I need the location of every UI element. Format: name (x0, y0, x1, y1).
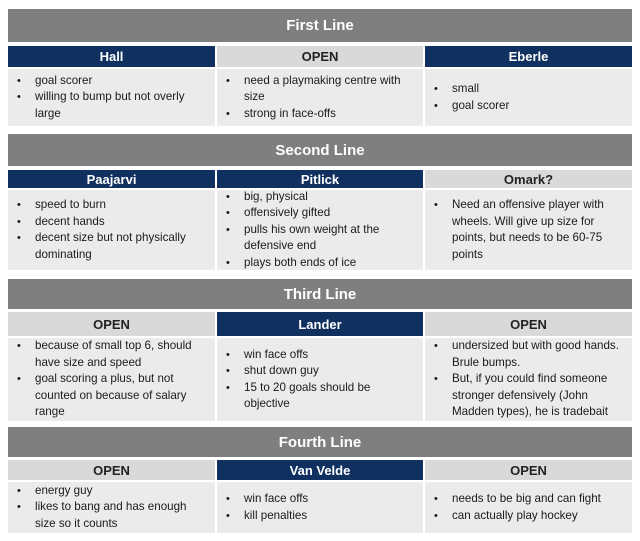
second-line-player-2-notes (217, 190, 423, 270)
fourth-line-player-1-notes (8, 482, 215, 533)
note-item: • willing to bump but not overly large (16, 89, 209, 122)
first-line-player-2-notes (217, 69, 423, 126)
note-item: • need a playmaking centre with size (225, 73, 417, 106)
note-item: • 15 to 20 goals should be objective (225, 380, 417, 413)
note-item: • win face offs (225, 491, 417, 508)
note-list (433, 338, 626, 421)
third-line-player-2-name: Lander (217, 312, 423, 336)
note-item: • because of small top 6, should have size and speed (16, 338, 209, 371)
second-line-player-2-name: Pitlick (217, 170, 423, 188)
note-item: • can actually play hockey (433, 508, 626, 525)
note-item: • big, physical (225, 189, 417, 206)
note-list (225, 189, 417, 272)
note-item: • win face offs (225, 347, 417, 364)
third-line-player-1-name: OPEN (8, 312, 215, 336)
fourth-line-player-1-name: OPEN (8, 460, 215, 480)
note-list (16, 197, 209, 263)
note-list (225, 347, 417, 413)
fourth-line-player-2-notes (217, 482, 423, 533)
fourth-line-header: Fourth Line (8, 427, 632, 457)
third-line-player-3-notes (425, 338, 632, 421)
third-line-player-1-notes (8, 338, 215, 421)
note-list (16, 73, 209, 123)
note-item: • small (433, 81, 626, 98)
note-item: • energy guy (16, 483, 209, 500)
note-item: • offensively gifted (225, 205, 417, 222)
fourth-line-player-3-name: OPEN (425, 460, 632, 480)
first-line-player-1-notes (8, 69, 215, 126)
note-item: • plays both ends of ice (225, 255, 417, 272)
note-list (433, 81, 626, 114)
note-list (16, 483, 209, 533)
third-line-header: Third Line (8, 279, 632, 309)
note-item: • decent hands (16, 214, 209, 231)
note-item: • goal scorer (16, 73, 209, 90)
note-item: • speed to burn (16, 197, 209, 214)
note-list (225, 491, 417, 524)
note-item: • likes to bang and has enough size so it counts (16, 499, 209, 532)
note-item: • goal scoring a plus, but not counted on because of salary range (16, 371, 209, 421)
note-item: • strong in face-offs (225, 106, 417, 123)
note-list (16, 338, 209, 421)
second-line-player-3-notes (425, 190, 632, 270)
note-list (433, 491, 626, 524)
fourth-line-player-2-name: Van Velde (217, 460, 423, 480)
third-line-player-2-notes (217, 338, 423, 421)
second-line-header: Second Line (8, 134, 632, 166)
note-item: • shut down guy (225, 363, 417, 380)
note-item: • undersized but with good hands. Brule bumps. (433, 338, 626, 371)
note-item: • goal scorer (433, 98, 626, 115)
first-line-player-2-name: OPEN (217, 46, 423, 67)
note-item: • kill penalties (225, 508, 417, 525)
note-list (225, 73, 417, 123)
note-item: • pulls his own weight at the defensive end (225, 222, 417, 255)
second-line-player-1-notes (8, 190, 215, 270)
note-item: • But, if you could find someone stronger defensively (John Madden types), he is tradebait (433, 371, 626, 421)
third-line-player-3-name: OPEN (425, 312, 632, 336)
note-list (433, 197, 626, 263)
first-line-player-3-notes (425, 69, 632, 126)
first-line-header: First Line (8, 9, 632, 42)
note-item: • needs to be big and can fight (433, 491, 626, 508)
fourth-line-player-3-notes (425, 482, 632, 533)
first-line-player-1-name: Hall (8, 46, 215, 67)
second-line-player-1-name: Paajarvi (8, 170, 215, 188)
second-line-player-3-name: Omark? (425, 170, 632, 188)
note-item: • decent size but not physically dominating (16, 230, 209, 263)
first-line-player-3-name: Eberle (425, 46, 632, 67)
note-item: • Need an offensive player with wheels. Will give up size for points, but needs to be 60-75 points (433, 197, 626, 263)
